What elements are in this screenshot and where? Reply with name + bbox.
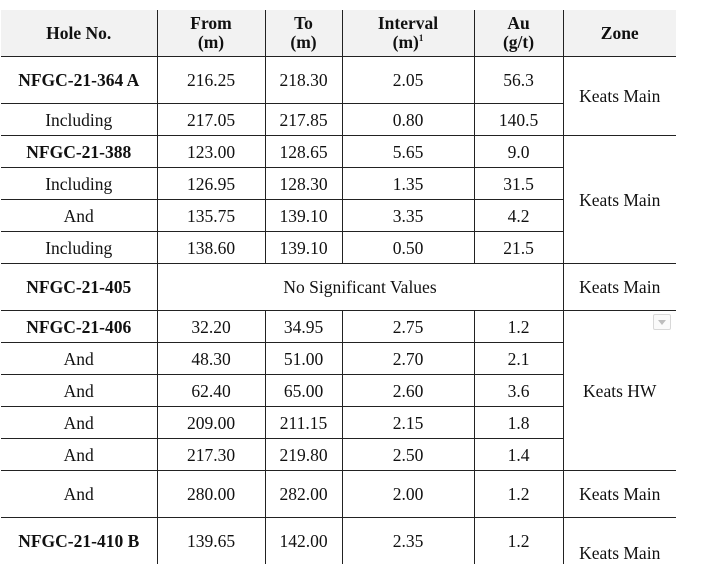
header-row: [1, 10, 676, 57]
au-cell: 21.5: [474, 232, 563, 264]
table-row: [1, 57, 676, 104]
hole-cell: And: [1, 200, 157, 232]
header-from: From (m): [157, 10, 265, 57]
interval-cell: 0.80: [342, 104, 474, 136]
to-cell: 128.30: [265, 168, 342, 200]
interval-cell: 2.70: [342, 343, 474, 375]
from-cell: 280.00: [157, 471, 265, 518]
zone-cell: Keats Main: [563, 57, 676, 136]
au-cell: 9.0: [474, 136, 563, 168]
au-cell: 140.5: [474, 104, 563, 136]
to-cell: 34.95: [265, 311, 342, 343]
hole-cell: Including: [1, 232, 157, 264]
from-cell: 139.65: [157, 518, 265, 565]
hole-cell: NFGC-21-388: [1, 136, 157, 168]
from-cell: 209.00: [157, 407, 265, 439]
au-cell: 1.2: [474, 518, 563, 565]
table-row: [1, 471, 676, 518]
no-significant-values-cell: No Significant Values: [157, 264, 563, 311]
table-row: [1, 264, 676, 311]
interval-cell: 0.50: [342, 232, 474, 264]
from-cell: 123.00: [157, 136, 265, 168]
interval-cell: 2.05: [342, 57, 474, 104]
interval-cell: 2.50: [342, 439, 474, 471]
header-hole: Hole No.: [1, 10, 157, 57]
zone-cell: Keats Main: [563, 136, 676, 264]
zone-cell: Keats Main: [563, 264, 676, 311]
from-cell: 126.95: [157, 168, 265, 200]
hole-cell: And: [1, 471, 157, 518]
from-cell: 62.40: [157, 375, 265, 407]
interval-cell: 1.35: [342, 168, 474, 200]
au-cell: 56.3: [474, 57, 563, 104]
to-cell: 219.80: [265, 439, 342, 471]
zone-cell: Keats Main: [563, 471, 676, 518]
hole-cell: NFGC-21-410 B: [18, 530, 140, 551]
to-cell: 211.15: [265, 407, 342, 439]
to-cell: 282.00: [265, 471, 342, 518]
drill-results-table: [1, 10, 676, 564]
hole-cell: NFGC-21-406: [1, 311, 157, 343]
interval-cell: 2.15: [342, 407, 474, 439]
to-cell: 218.30: [265, 57, 342, 104]
interval-cell: 2.60: [342, 375, 474, 407]
table-row: [1, 518, 676, 565]
hole-cell: And: [1, 375, 157, 407]
zone-cell: Keats HW: [563, 311, 676, 471]
au-cell: 1.4: [474, 439, 563, 471]
interval-cell: 2.00: [342, 471, 474, 518]
au-cell: 4.2: [474, 200, 563, 232]
hole-cell: And: [1, 343, 157, 375]
table-row: [1, 311, 676, 343]
interval-cell: 2.75: [342, 311, 474, 343]
au-cell: 3.6: [474, 375, 563, 407]
from-cell: 48.30: [157, 343, 265, 375]
from-cell: 216.25: [157, 57, 265, 104]
interval-cell: 3.35: [342, 200, 474, 232]
from-cell: 138.60: [157, 232, 265, 264]
header-to: To (m): [265, 10, 342, 57]
footnote-marker: 1: [418, 33, 424, 43]
hole-cell: Including: [1, 168, 157, 200]
chevron-down-icon[interactable]: [653, 314, 671, 330]
to-cell: 217.85: [265, 104, 342, 136]
au-cell: 2.1: [474, 343, 563, 375]
hole-cell: And: [1, 407, 157, 439]
header-interval: Interval $(m)^1$: [342, 10, 474, 57]
to-cell: 51.00: [265, 343, 342, 375]
from-cell: 32.20: [157, 311, 265, 343]
table-row: [1, 136, 676, 168]
to-cell: 139.10: [265, 200, 342, 232]
au-cell: 1.8: [474, 407, 563, 439]
au-cell: 1.2: [474, 311, 563, 343]
to-cell: 128.65: [265, 136, 342, 168]
from-cell: 135.75: [157, 200, 265, 232]
header-au: Au (g/t): [474, 10, 563, 57]
header-zone: Zone: [563, 10, 676, 57]
to-cell: 139.10: [265, 232, 342, 264]
to-cell: 65.00: [265, 375, 342, 407]
from-cell: 217.30: [157, 439, 265, 471]
interval-cell: 2.35: [342, 518, 474, 565]
hole-cell: Including: [1, 104, 157, 136]
to-cell: 142.00: [265, 518, 342, 565]
hole-cell: And: [1, 439, 157, 471]
au-cell: 31.5: [474, 168, 563, 200]
hole-cell: NFGC-21-364 A: [1, 57, 157, 104]
interval-cell: 5.65: [342, 136, 474, 168]
from-cell: 217.05: [157, 104, 265, 136]
hole-cell: NFGC-21-405: [1, 264, 157, 311]
zone-cell: Keats Main: [563, 518, 676, 565]
au-cell: 1.2: [474, 471, 563, 518]
